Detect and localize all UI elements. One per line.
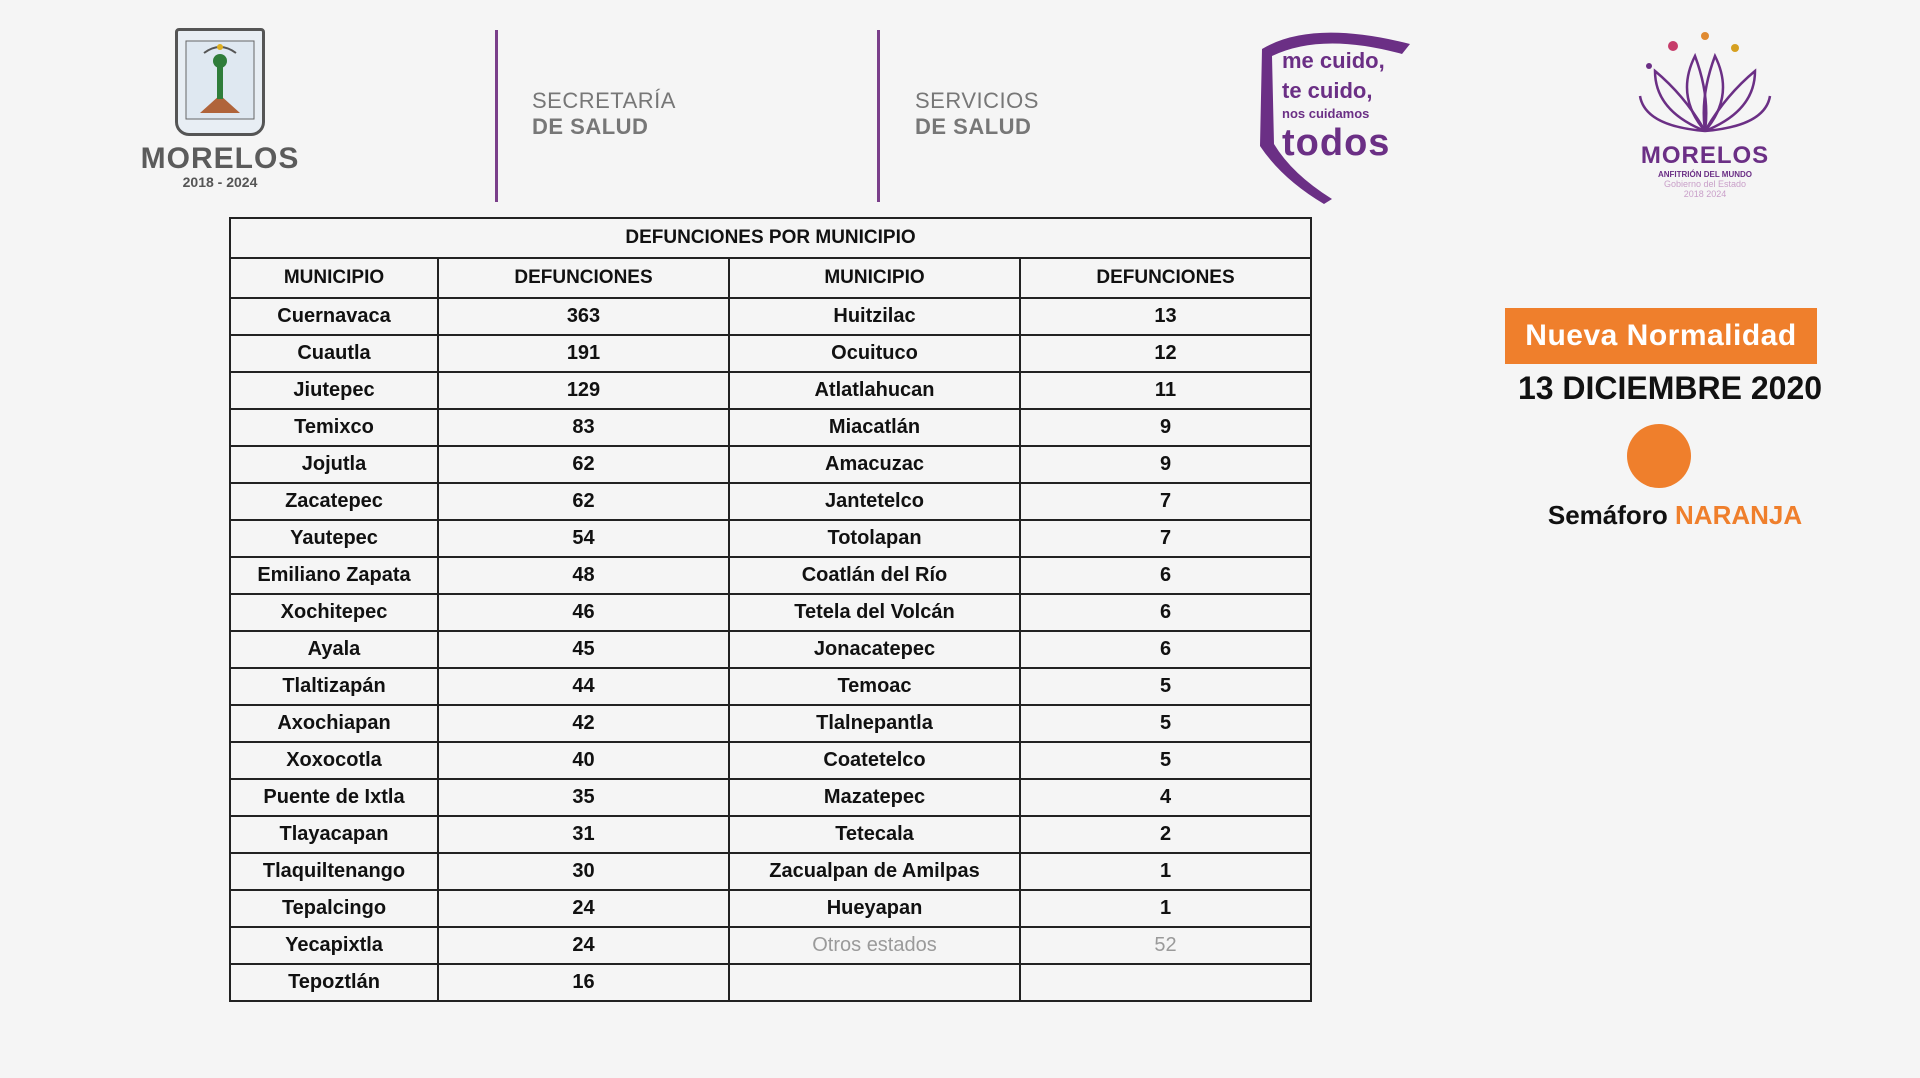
table-row xyxy=(230,594,1311,631)
municipio-cell: Yautepec xyxy=(230,520,438,557)
secretaria-line2: DE SALUD xyxy=(532,114,649,139)
municipio-cell: Xochitepec xyxy=(230,594,438,631)
gob-subtitle: ANFITRIÓN DEL MUNDO xyxy=(1657,170,1753,179)
municipio-cell: Temixco xyxy=(230,409,438,446)
defunciones-cell: 24 xyxy=(438,927,729,964)
municipio-cell: Totolapan xyxy=(729,520,1020,557)
campaign-line2: te cuido, xyxy=(1282,78,1373,103)
divider xyxy=(495,30,498,202)
municipio-cell: Emiliano Zapata xyxy=(230,557,438,594)
defunciones-cell: 1 xyxy=(1020,853,1311,890)
campaign-line4: todos xyxy=(1282,122,1391,164)
municipio-cell: Amacuzac xyxy=(729,446,1020,483)
defunciones-cell: 42 xyxy=(438,705,729,742)
defunciones-cell: 5 xyxy=(1020,742,1311,779)
table-row xyxy=(230,483,1311,520)
defunciones-cell: 6 xyxy=(1020,557,1311,594)
municipio-cell: Ocuituco xyxy=(729,335,1020,372)
municipio-cell: Puente de Ixtla xyxy=(230,779,438,816)
state-name: MORELOS xyxy=(140,142,300,175)
municipio-cell: Cuautla xyxy=(230,335,438,372)
table-row xyxy=(230,742,1311,779)
secretaria-de-salud xyxy=(532,88,676,140)
municipio-cell: Cuernavaca xyxy=(230,298,438,335)
defunciones-cell: 46 xyxy=(438,594,729,631)
defunciones-cell: 83 xyxy=(438,409,729,446)
municipio-cell: Tlaltizapán xyxy=(230,668,438,705)
table-header-row xyxy=(230,258,1311,298)
header xyxy=(0,0,1920,215)
table-row xyxy=(230,335,1311,372)
defunciones-cell: 30 xyxy=(438,853,729,890)
defunciones-cell: 9 xyxy=(1020,446,1311,483)
defunciones-cell: 5 xyxy=(1020,668,1311,705)
defunciones-cell: 45 xyxy=(438,631,729,668)
campaign-line1: me cuido, xyxy=(1282,48,1385,73)
campaign-line3: nos cuidamos xyxy=(1282,106,1370,121)
table-row xyxy=(230,705,1311,742)
column-header: DEFUNCIONES xyxy=(1020,258,1311,298)
defunciones-cell: 129 xyxy=(438,372,729,409)
semaforo-label: Semáforo xyxy=(1547,500,1668,530)
municipio-cell: Zacualpan de Amilpas xyxy=(729,853,1020,890)
gobierno-morelos-logo xyxy=(1630,26,1780,199)
defunciones-cell: 48 xyxy=(438,557,729,594)
defunciones-cell xyxy=(1020,964,1311,1001)
municipio-cell: Jojutla xyxy=(230,446,438,483)
gob-years: 2018 2024 xyxy=(1683,189,1727,199)
table-row xyxy=(230,520,1311,557)
table-row xyxy=(230,372,1311,409)
defunciones-cell: 52 xyxy=(1020,927,1311,964)
defunciones-cell: 5 xyxy=(1020,705,1311,742)
municipio-cell: Tlaquiltenango xyxy=(230,853,438,890)
defunciones-cell: 54 xyxy=(438,520,729,557)
defunciones-cell: 2 xyxy=(1020,816,1311,853)
deaths-by-municipality-table xyxy=(229,217,1312,1002)
municipio-cell: Ayala xyxy=(230,631,438,668)
table-row xyxy=(230,779,1311,816)
coat-of-arms-icon xyxy=(175,28,265,136)
divider xyxy=(877,30,880,202)
defunciones-cell: 4 xyxy=(1020,779,1311,816)
table-row xyxy=(230,890,1311,927)
municipio-cell: Tlalnepantla xyxy=(729,705,1020,742)
municipio-cell: Atlatlahucan xyxy=(729,372,1020,409)
municipio-cell: Jiutepec xyxy=(230,372,438,409)
municipio-cell xyxy=(729,964,1020,1001)
campaign-logo xyxy=(1252,24,1412,209)
municipio-cell: Tepoztlán xyxy=(230,964,438,1001)
table-row xyxy=(230,816,1311,853)
semaforo-color-name: NARANJA xyxy=(1675,500,1803,530)
campaign-slogan xyxy=(1282,46,1402,164)
municipio-cell: Jantetelco xyxy=(729,483,1020,520)
report-date: 13 DICIEMBRE 2020 xyxy=(1517,370,1823,406)
servicios-line2: DE SALUD xyxy=(915,114,1032,139)
municipio-cell: Temoac xyxy=(729,668,1020,705)
municipio-cell: Zacatepec xyxy=(230,483,438,520)
table-row xyxy=(230,557,1311,594)
municipio-cell: Coatetelco xyxy=(729,742,1020,779)
defunciones-cell: 16 xyxy=(438,964,729,1001)
gob-caption: Gobierno del Estado xyxy=(1663,179,1747,189)
defunciones-cell: 12 xyxy=(1020,335,1311,372)
servicios-de-salud xyxy=(915,88,1039,140)
table-row xyxy=(230,668,1311,705)
column-header: MUNICIPIO xyxy=(230,258,438,298)
defunciones-cell: 7 xyxy=(1020,483,1311,520)
nueva-normalidad-badge: Nueva Normalidad xyxy=(1505,308,1817,364)
defunciones-cell: 35 xyxy=(438,779,729,816)
defunciones-cell: 62 xyxy=(438,483,729,520)
semaforo-status xyxy=(1505,500,1845,531)
defunciones-cell: 31 xyxy=(438,816,729,853)
table-row xyxy=(230,298,1311,335)
gob-name: MORELOS xyxy=(1640,142,1770,169)
servicios-line1: SERVICIOS xyxy=(915,88,1039,113)
table-title: DEFUNCIONES POR MUNICIPIO xyxy=(230,218,1311,258)
municipio-cell: Tepalcingo xyxy=(230,890,438,927)
table-row xyxy=(230,927,1311,964)
municipio-cell: Hueyapan xyxy=(729,890,1020,927)
morelos-state-logo xyxy=(140,28,300,190)
defunciones-cell: 40 xyxy=(438,742,729,779)
municipio-cell: Otros estados xyxy=(729,927,1020,964)
defunciones-cell: 13 xyxy=(1020,298,1311,335)
municipio-cell: Coatlán del Río xyxy=(729,557,1020,594)
table-row xyxy=(230,631,1311,668)
defunciones-cell: 62 xyxy=(438,446,729,483)
column-header: DEFUNCIONES xyxy=(438,258,729,298)
defunciones-cell: 191 xyxy=(438,335,729,372)
column-header: MUNICIPIO xyxy=(729,258,1020,298)
defunciones-cell: 6 xyxy=(1020,631,1311,668)
municipio-cell: Xoxocotla xyxy=(230,742,438,779)
municipio-cell: Jonacatepec xyxy=(729,631,1020,668)
defunciones-cell: 7 xyxy=(1020,520,1311,557)
table-body xyxy=(230,298,1311,1001)
defunciones-cell: 9 xyxy=(1020,409,1311,446)
traffic-light-indicator xyxy=(1627,424,1691,488)
deaths-table-container xyxy=(229,217,1312,1002)
defunciones-cell: 363 xyxy=(438,298,729,335)
defunciones-cell: 11 xyxy=(1020,372,1311,409)
municipio-cell: Mazatepec xyxy=(729,779,1020,816)
state-years: 2018 - 2024 xyxy=(182,174,258,190)
table-row xyxy=(230,964,1311,1001)
defunciones-cell: 44 xyxy=(438,668,729,705)
secretaria-line1: SECRETARÍA xyxy=(532,88,676,113)
defunciones-cell: 1 xyxy=(1020,890,1311,927)
municipio-cell: Tlayacapan xyxy=(230,816,438,853)
table-row xyxy=(230,409,1311,446)
lotus-icon xyxy=(1635,26,1775,141)
table-row xyxy=(230,446,1311,483)
municipio-cell: Huitzilac xyxy=(729,298,1020,335)
table-row xyxy=(230,853,1311,890)
municipio-cell: Miacatlán xyxy=(729,409,1020,446)
defunciones-cell: 6 xyxy=(1020,594,1311,631)
municipio-cell: Axochiapan xyxy=(230,705,438,742)
defunciones-cell: 24 xyxy=(438,890,729,927)
municipio-cell: Tetecala xyxy=(729,816,1020,853)
municipio-cell: Yecapixtla xyxy=(230,927,438,964)
municipio-cell: Tetela del Volcán xyxy=(729,594,1020,631)
